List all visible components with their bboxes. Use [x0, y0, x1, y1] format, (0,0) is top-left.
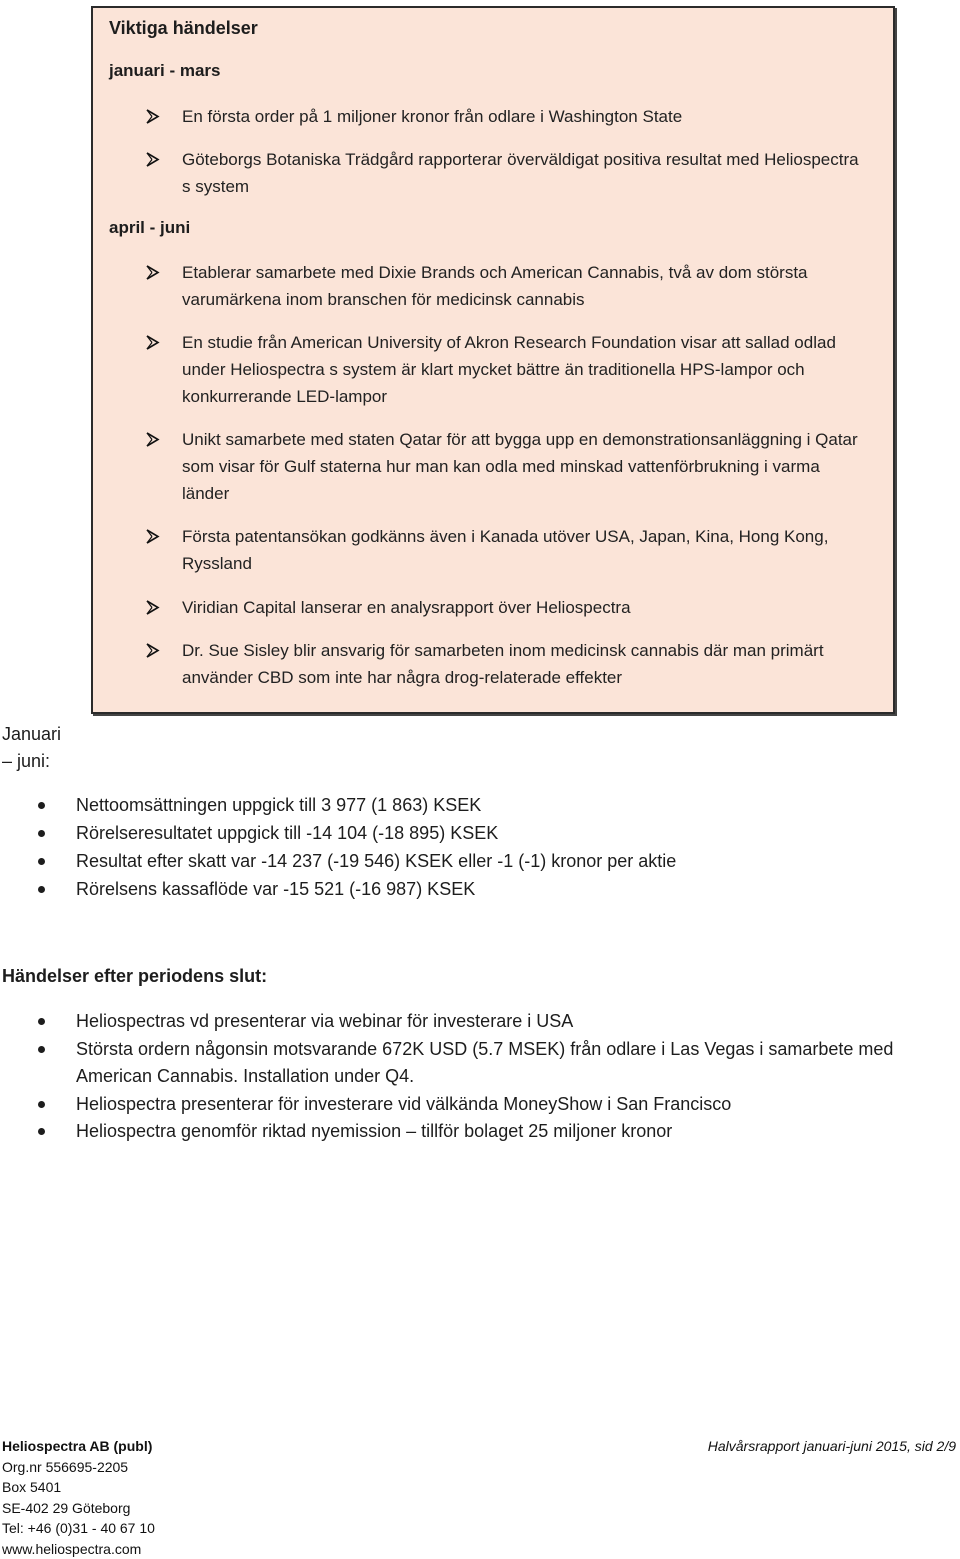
arrow-bullet-icon: [145, 637, 167, 664]
financial-item: [38, 792, 918, 819]
financial-text: Rörelsens kassaflöde var -15 521 (-16 987) KSEK: [76, 876, 918, 903]
event-text: Etablerar samarbete med Dixie Brands och American Cannabis, två av dom största varumärkena inom branschen för medicinsk cannabis: [182, 259, 865, 313]
after-period-item: [38, 1036, 918, 1090]
after-period-item: [38, 1118, 918, 1145]
financials-label-line1: Januari: [2, 721, 61, 748]
event-item: [145, 329, 865, 410]
event-text: Första patentansökan godkänns även i Kanada utöver USA, Japan, Kina, Hong Kong, Ryssland: [182, 523, 865, 577]
event-text: Viridian Capital lanserar en analysrapport över Heliospectra: [182, 594, 865, 621]
after-period-item: [38, 1091, 918, 1118]
event-item: [145, 146, 865, 200]
event-item: [145, 523, 865, 577]
after-period-text: Heliospectra genomför riktad nyemission – tillför bolaget 25 miljoner kronor: [76, 1118, 918, 1145]
financial-text: Resultat efter skatt var -14 237 (-19 546) KSEK eller -1 (-1) kronor per aktie: [76, 848, 918, 875]
arrow-bullet-icon: [145, 329, 167, 356]
financials-label: [2, 721, 61, 775]
bullet-dot-icon: [38, 858, 45, 865]
arrow-bullet-icon: [145, 259, 167, 286]
event-text: Göteborgs Botaniska Trädgård rapporterar överväldigat positiva resultat med Heliospectra s system: [182, 146, 865, 200]
footer-report-info: Halvårsrapport januari-juni 2015, sid 2/9: [708, 1436, 956, 1457]
footer-postal: SE-402 29 Göteborg: [2, 1498, 155, 1519]
bullet-dot-icon: [38, 1018, 45, 1025]
footer-company: Heliospectra AB (publ): [2, 1436, 155, 1457]
key-events-title: Viktiga händelser: [109, 18, 258, 39]
financial-item: [38, 848, 918, 875]
event-text: Dr. Sue Sisley blir ansvarig för samarbeten inom medicinsk cannabis där man primärt använder CBD som inte har några drog-relaterade effekter: [182, 637, 865, 691]
after-period-item: [38, 1008, 918, 1035]
bullet-dot-icon: [38, 1046, 45, 1053]
bullet-dot-icon: [38, 1128, 45, 1135]
financial-item: [38, 876, 918, 903]
bullet-dot-icon: [38, 802, 45, 809]
financial-text: Rörelseresultatet uppgick till -14 104 (-18 895) KSEK: [76, 820, 918, 847]
financials-label-line2: – juni:: [2, 748, 61, 775]
key-events-box: [91, 6, 895, 714]
footer-phone: Tel: +46 (0)31 - 40 67 10: [2, 1518, 155, 1539]
event-text: Unikt samarbete med staten Qatar för att bygga upp en demonstrationsanläggning i Qatar som visar för Gulf staterna hur man kan odla med minskad vattenförbrukning i varma länder: [182, 426, 865, 507]
after-period-text: Största ordern någonsin motsvarande 672K USD (5.7 MSEK) från odlare i Las Vegas i samarbete med American Cannabis. Installation under Q4.: [76, 1036, 916, 1090]
event-item: [145, 637, 865, 691]
after-period-text: Heliospectras vd presenterar via webinar för investerare i USA: [76, 1008, 918, 1035]
after-period-text: Heliospectra presenterar för investerare vid välkända MoneyShow i San Francisco: [76, 1091, 918, 1118]
footer-org: Org.nr 556695-2205: [2, 1457, 155, 1478]
arrow-bullet-icon: [145, 103, 167, 130]
event-item: [145, 426, 865, 507]
arrow-bullet-icon: [145, 426, 167, 453]
financial-text: Nettoomsättningen uppgick till 3 977 (1 863) KSEK: [76, 792, 918, 819]
arrow-bullet-icon: [145, 146, 167, 173]
period-label-q2: april - juni: [109, 218, 190, 238]
arrow-bullet-icon: [145, 523, 167, 550]
bullet-dot-icon: [38, 886, 45, 893]
footer-box: Box 5401: [2, 1477, 155, 1498]
event-item: [145, 103, 865, 130]
bullet-dot-icon: [38, 830, 45, 837]
event-text: En studie från American University of Akron Research Foundation visar att sallad odlad under Heliospectra s system är klart mycket bättre än traditionella HPS-lampor och konkurrerande LED-lampor: [182, 329, 865, 410]
arrow-bullet-icon: [145, 594, 167, 621]
footer-web[interactable]: www.heliospectra.com: [2, 1539, 155, 1559]
financial-item: [38, 820, 918, 847]
event-text: En första order på 1 miljoner kronor från odlare i Washington State: [182, 103, 865, 130]
footer-contact: [2, 1436, 155, 1559]
period-label-q1: januari - mars: [109, 61, 221, 81]
bullet-dot-icon: [38, 1101, 45, 1108]
event-item: [145, 259, 865, 313]
after-period-heading: Händelser efter periodens slut:: [2, 966, 267, 987]
event-item: [145, 594, 865, 621]
